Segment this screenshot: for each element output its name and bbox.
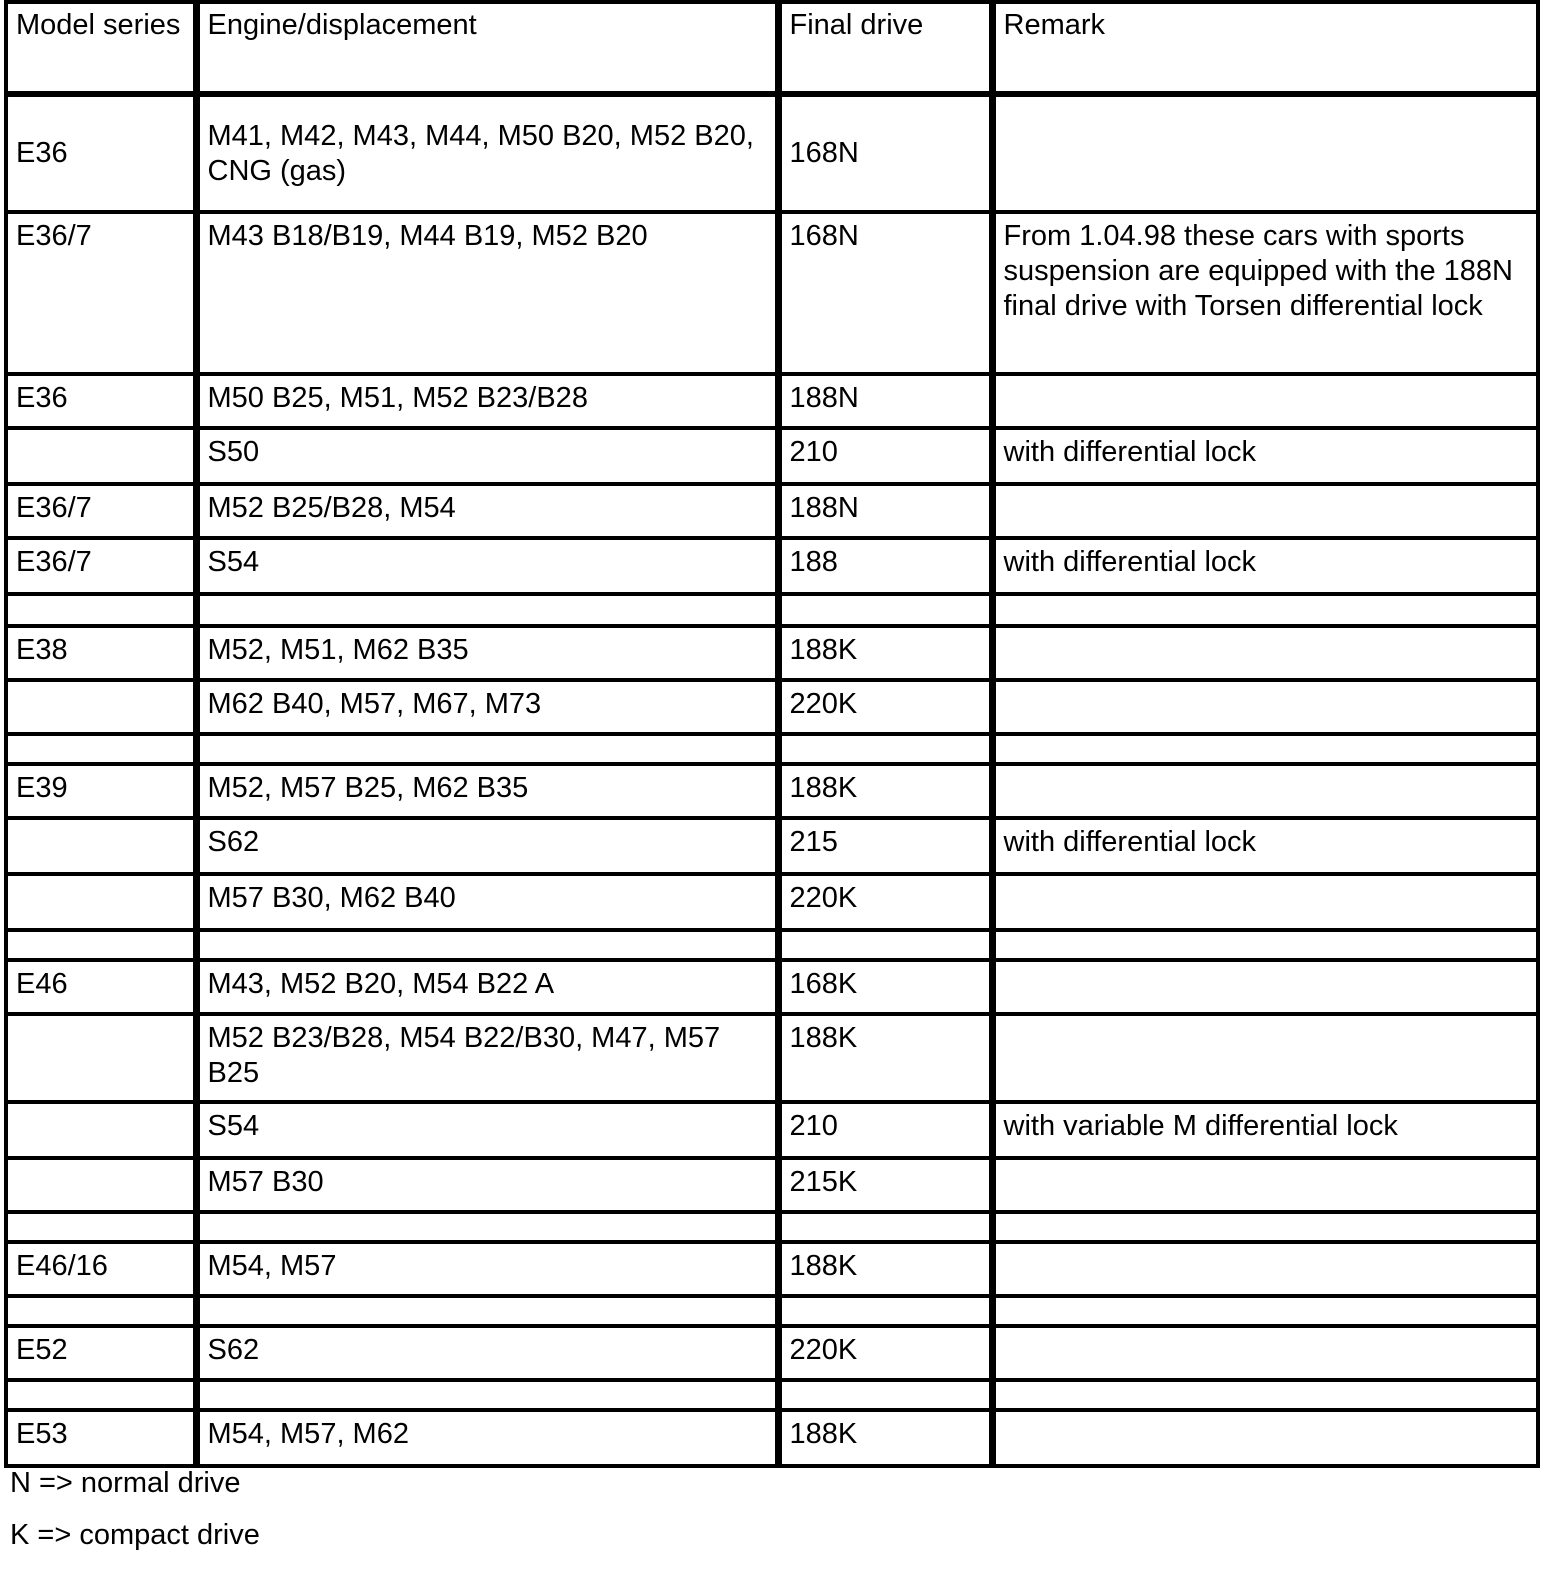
table-row — [6, 212, 1538, 374]
cell-engine: M62 B40, M57, M67, M73 — [196, 680, 778, 734]
cell-remark — [992, 960, 1538, 1014]
cell-remark — [992, 874, 1538, 930]
cell-model-series — [6, 874, 196, 930]
cell-final-drive: 168K — [778, 960, 992, 1014]
cell-remark: with differential lock — [992, 538, 1538, 594]
cell-model-series: E36 — [6, 94, 196, 212]
table-row — [6, 1102, 1538, 1158]
cell-model-series — [6, 428, 196, 484]
cell-final-drive: 220K — [778, 680, 992, 734]
table-spacer-row — [6, 1296, 1538, 1326]
table-row — [6, 1158, 1538, 1212]
cell-model-series: E52 — [6, 1326, 196, 1380]
cell-engine: M52 B25/B28, M54 — [196, 484, 778, 538]
table-row — [6, 94, 1538, 212]
cell-model-series: E53 — [6, 1410, 196, 1466]
cell-engine: M43 B18/B19, M44 B19, M52 B20 — [196, 212, 778, 374]
cell-remark: with differential lock — [992, 428, 1538, 484]
table-spacer-row — [6, 930, 1538, 960]
cell-final-drive: 215 — [778, 818, 992, 874]
cell-remark — [992, 1326, 1538, 1380]
cell-remark — [992, 1158, 1538, 1212]
cell-engine: M54, M57, M62 — [196, 1410, 778, 1466]
cell-final-drive — [778, 734, 992, 764]
table-row — [6, 1410, 1538, 1466]
cell-final-drive: 188K — [778, 1242, 992, 1296]
cell-model-series: E39 — [6, 764, 196, 818]
cell-final-drive: 210 — [778, 1102, 992, 1158]
cell-engine: M52, M57 B25, M62 B35 — [196, 764, 778, 818]
table-header-row — [6, 2, 1538, 94]
cell-remark — [992, 764, 1538, 818]
cell-model-series: E36/7 — [6, 212, 196, 374]
cell-model-series — [6, 1158, 196, 1212]
cell-engine: M43, M52 B20, M54 B22 A — [196, 960, 778, 1014]
cell-engine: M50 B25, M51, M52 B23/B28 — [196, 374, 778, 428]
cell-remark — [992, 484, 1538, 538]
final-drive-table — [4, 0, 1540, 1468]
cell-model-series — [6, 1296, 196, 1326]
table-spacer-row — [6, 1380, 1538, 1410]
cell-model-series: E46/16 — [6, 1242, 196, 1296]
cell-model-series: E36/7 — [6, 538, 196, 594]
cell-final-drive: 168N — [778, 94, 992, 212]
cell-final-drive — [778, 1380, 992, 1410]
cell-engine: M52, M51, M62 B35 — [196, 626, 778, 680]
cell-final-drive — [778, 930, 992, 960]
cell-engine: M57 B30, M62 B40 — [196, 874, 778, 930]
cell-final-drive: 210 — [778, 428, 992, 484]
cell-remark — [992, 680, 1538, 734]
table-row — [6, 374, 1538, 428]
cell-engine — [196, 594, 778, 626]
table-row — [6, 680, 1538, 734]
cell-model-series: E36/7 — [6, 484, 196, 538]
cell-remark — [992, 1242, 1538, 1296]
legend-normal-drive: N => normal drive — [10, 1467, 241, 1499]
legend-compact-drive: K => compact drive — [10, 1519, 260, 1551]
cell-remark: with variable M differential lock — [992, 1102, 1538, 1158]
cell-model-series — [6, 1212, 196, 1242]
cell-model-series: E38 — [6, 626, 196, 680]
header-engine-displacement: Engine/displacement — [196, 2, 778, 94]
cell-engine: S54 — [196, 538, 778, 594]
table-row — [6, 428, 1538, 484]
cell-remark — [992, 94, 1538, 212]
cell-model-series — [6, 1380, 196, 1410]
cell-model-series — [6, 1014, 196, 1102]
cell-engine — [196, 930, 778, 960]
cell-remark — [992, 930, 1538, 960]
table-row — [6, 626, 1538, 680]
table-row — [6, 1014, 1538, 1102]
cell-remark: From 1.04.98 these cars with sports suspension are equipped with the 188N final drive with Torsen differential lock — [992, 212, 1538, 374]
table-row — [6, 484, 1538, 538]
cell-remark — [992, 1212, 1538, 1242]
cell-final-drive: 215K — [778, 1158, 992, 1212]
cell-engine — [196, 1380, 778, 1410]
cell-final-drive: 188K — [778, 764, 992, 818]
table-spacer-row — [6, 594, 1538, 626]
cell-remark — [992, 1380, 1538, 1410]
cell-model-series — [6, 680, 196, 734]
cell-engine — [196, 1296, 778, 1326]
cell-final-drive — [778, 594, 992, 626]
cell-engine — [196, 1212, 778, 1242]
cell-model-series — [6, 594, 196, 626]
cell-engine: S54 — [196, 1102, 778, 1158]
cell-model-series — [6, 930, 196, 960]
cell-final-drive: 188N — [778, 374, 992, 428]
table-row — [6, 764, 1538, 818]
cell-remark — [992, 734, 1538, 764]
cell-remark — [992, 1014, 1538, 1102]
cell-engine: S50 — [196, 428, 778, 484]
table-row — [6, 538, 1538, 594]
cell-model-series: E46 — [6, 960, 196, 1014]
cell-engine: M52 B23/B28, M54 B22/B30, M47, M57 B25 — [196, 1014, 778, 1102]
cell-engine: M54, M57 — [196, 1242, 778, 1296]
cell-final-drive: 188K — [778, 626, 992, 680]
cell-remark: with differential lock — [992, 818, 1538, 874]
cell-model-series — [6, 734, 196, 764]
cell-final-drive: 188N — [778, 484, 992, 538]
cell-engine: S62 — [196, 818, 778, 874]
cell-remark — [992, 626, 1538, 680]
header-final-drive: Final drive — [778, 2, 992, 94]
cell-model-series — [6, 1102, 196, 1158]
cell-final-drive: 188K — [778, 1014, 992, 1102]
table-row — [6, 818, 1538, 874]
table-row — [6, 874, 1538, 930]
table-spacer-row — [6, 1212, 1538, 1242]
cell-model-series: E36 — [6, 374, 196, 428]
cell-final-drive — [778, 1212, 992, 1242]
table-row — [6, 1326, 1538, 1380]
cell-remark — [992, 1410, 1538, 1466]
cell-remark — [992, 1296, 1538, 1326]
cell-engine: S62 — [196, 1326, 778, 1380]
cell-engine: M41, M42, M43, M44, M50 B20, M52 B20, CNG (gas) — [196, 94, 778, 212]
cell-remark — [992, 594, 1538, 626]
cell-final-drive — [778, 1296, 992, 1326]
cell-final-drive: 168N — [778, 212, 992, 374]
cell-final-drive: 220K — [778, 874, 992, 930]
header-model-series: Model series — [6, 2, 196, 94]
cell-engine: M57 B30 — [196, 1158, 778, 1212]
table-spacer-row — [6, 734, 1538, 764]
cell-final-drive: 188K — [778, 1410, 992, 1466]
cell-model-series — [6, 818, 196, 874]
cell-remark — [992, 374, 1538, 428]
table-row — [6, 960, 1538, 1014]
header-remark: Remark — [992, 2, 1538, 94]
table-row — [6, 1242, 1538, 1296]
cell-engine — [196, 734, 778, 764]
cell-final-drive: 220K — [778, 1326, 992, 1380]
cell-final-drive: 188 — [778, 538, 992, 594]
